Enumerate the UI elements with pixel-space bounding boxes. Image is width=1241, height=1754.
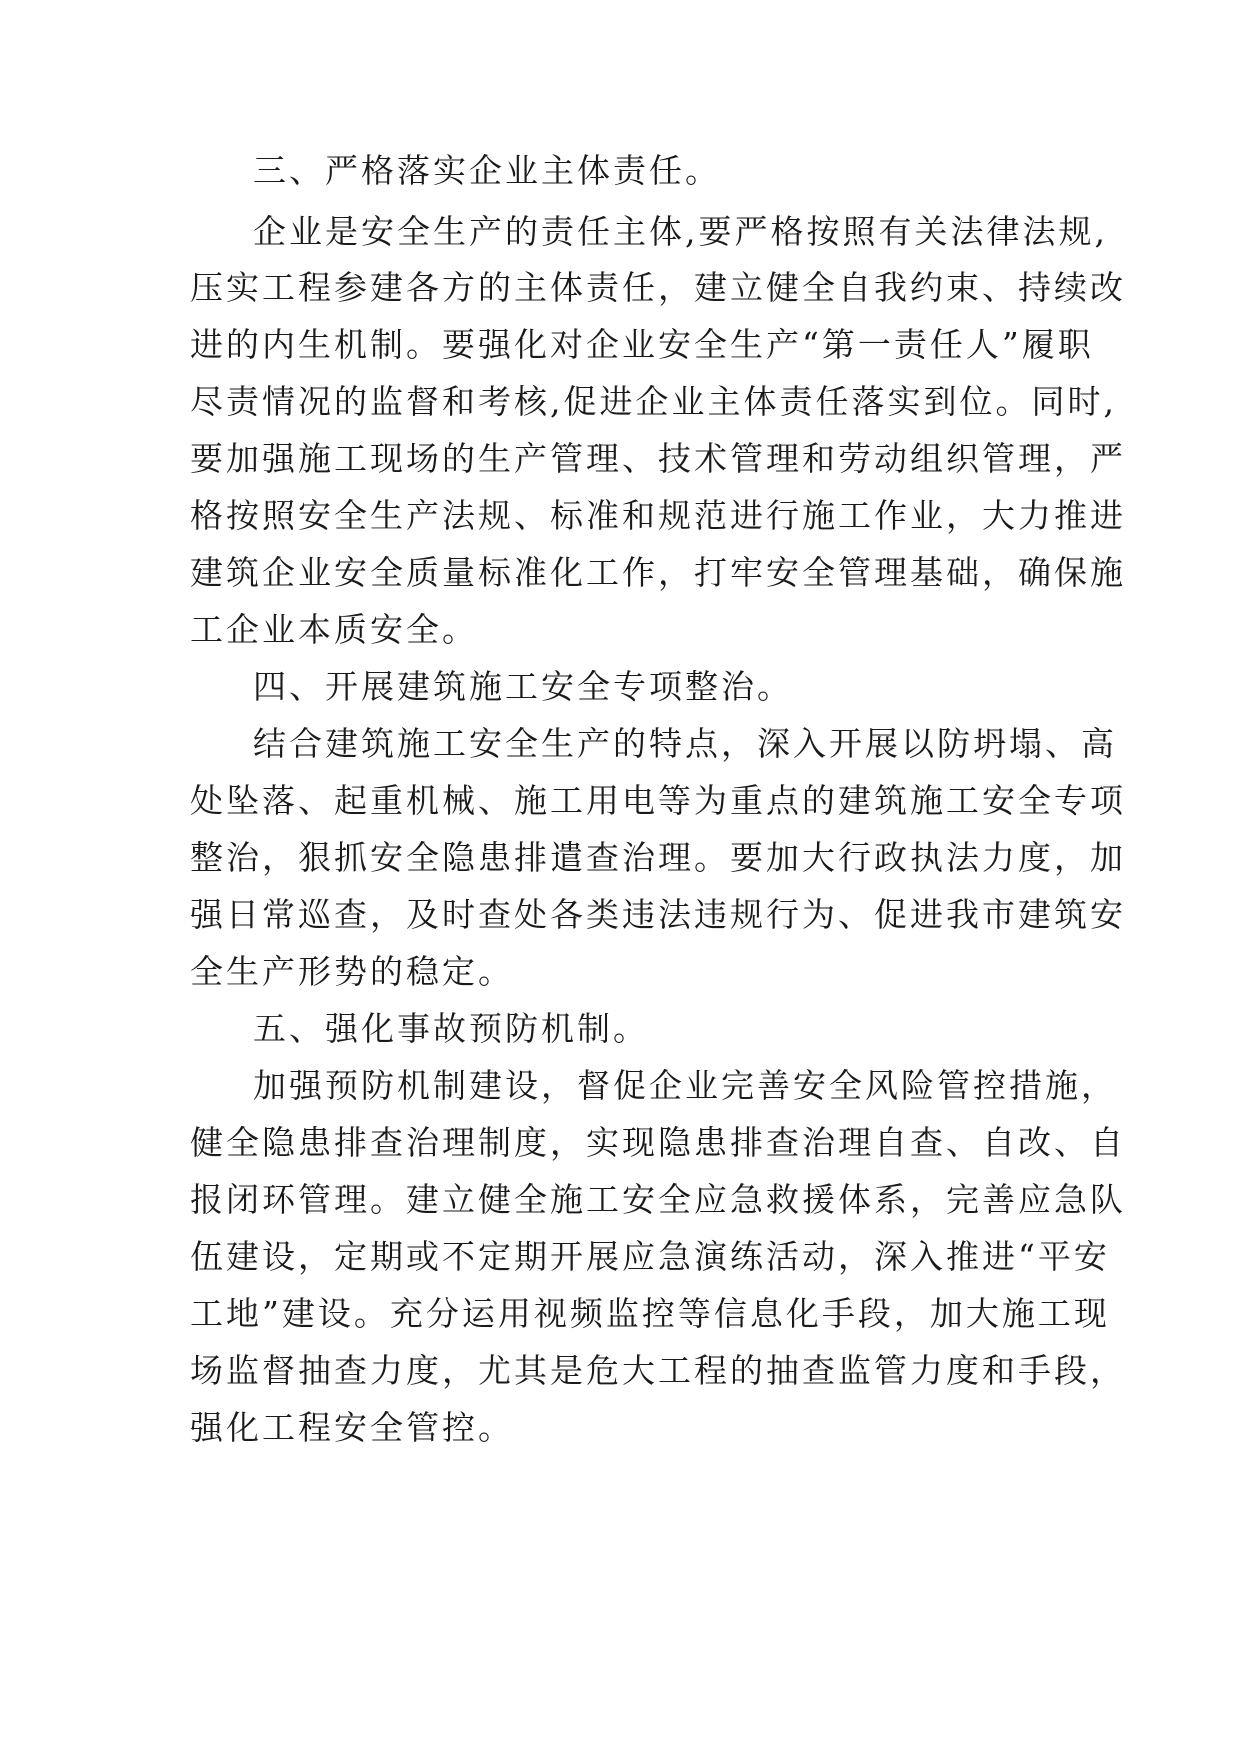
section-heading-4: 四、开展建筑施工安全专项整治。 — [253, 667, 793, 706]
paragraph-line: 企业是安全生产的责任主体,要严格按照有关法律法规, — [253, 212, 1108, 251]
paragraph-line: 报闭环管理。建立健全施工安全应急救援体系，完善应急队 — [190, 1180, 1126, 1219]
paragraph-line: 要加强施工现场的生产管理、技术管理和劳动组织管理，严 — [190, 439, 1126, 478]
paragraph-line: 处坠落、起重机械、施工用电等为重点的建筑施工安全专项 — [190, 781, 1126, 820]
section-heading-3: 三、严格落实企业主体责任。 — [253, 151, 721, 190]
paragraph-line: 场监督抽查力度，尤其是危大工程的抽查监管力度和手段， — [190, 1351, 1126, 1390]
paragraph-line: 进的内生机制。要强化对企业安全生产“第一责任人”履职 — [190, 325, 1094, 364]
paragraph-line: 建筑企业安全质量标准化工作，打牢安全管理基础，确保施 — [190, 553, 1126, 592]
paragraph-line: 伍建设，定期或不定期开展应急演练活动，深入推进“平安 — [190, 1237, 1110, 1276]
paragraph-line: 尽责情况的监督和考核,促进企业主体责任落实到位。同时, — [190, 382, 1117, 421]
paragraph-line: 工地”建设。充分运用视频监控等信息化手段，加大施工现 — [190, 1294, 1110, 1333]
paragraph-line: 工企业本质安全。 — [190, 610, 478, 649]
paragraph-line: 强化工程安全管控。 — [190, 1408, 514, 1447]
paragraph-line: 整治，狠抓安全隐患排遣查治理。要加大行政执法力度，加 — [190, 838, 1126, 877]
paragraph-line: 健全隐患排查治理制度，实现隐患排查治理自查、自改、自 — [190, 1123, 1126, 1162]
paragraph-line: 格按照安全生产法规、标准和规范进行施工作业，大力推进 — [190, 496, 1126, 535]
paragraph-line: 压实工程参建各方的主体责任，建立健全自我约束、持续改 — [190, 268, 1126, 307]
paragraph-line: 结合建筑施工安全生产的特点，深入开展以防坍塌、高 — [253, 724, 1117, 763]
paragraph-line: 全生产形势的稳定。 — [190, 952, 514, 991]
section-heading-5: 五、强化事故预防机制。 — [253, 1009, 649, 1048]
paragraph-line: 强日常巡查，及时查处各类违法违规行为、促进我市建筑安 — [190, 895, 1126, 934]
paragraph-line: 加强预防机制建设，督促企业完善安全风险管控措施， — [253, 1066, 1117, 1105]
